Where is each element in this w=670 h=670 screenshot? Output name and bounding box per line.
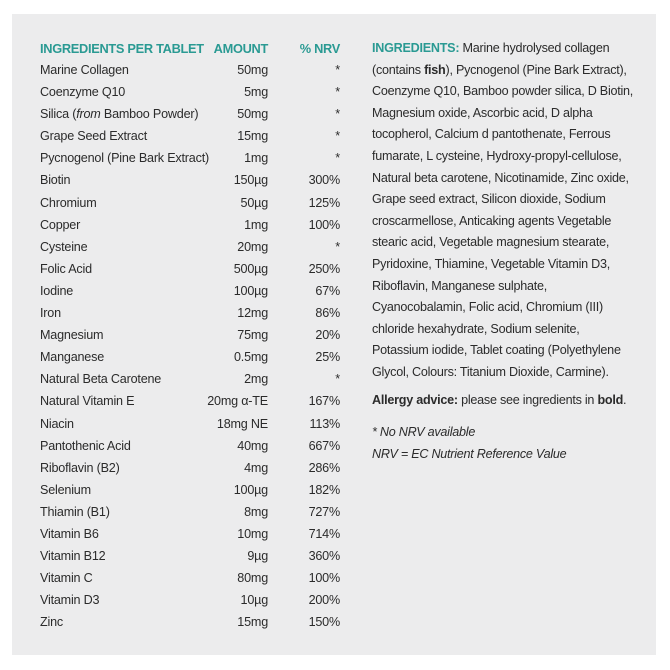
table-row [40, 390, 350, 412]
allergy-bold-word: bold [597, 392, 624, 407]
ingredient-nrv: 86% [315, 306, 340, 321]
ingredient-amount: 10µg [240, 593, 268, 608]
ingredients-text-2: ), Pycnogenol (Pine Bark Extract), Coenzyme Q10, Bamboo powder silica, D Biotin, Magnesium oxide, Ascorbic acid, D alpha tocopherol, Calcium d pantothenate, Ferrous fumarate, L cysteine, Hydroxy-propyl-cellulose, Natural beta carotene, Nicotinamide, Zinc oxide, Grape seed extract, Silicon dioxide, Sodium croscarmellose, Anticaking agents Vegetable stearic acid, Vegetable magnesium stearate, Pyridoxine, Thiamine, Vegetable Vitamin D3, Riboflavin, Manganese sulphate, Cyanocobalamin, Folic acid, Chromium (III) chloride hexahydrate, Sodium selenite, Potassium iodide, Tablet coating (Polyethylene Glycol, Colours: Titanium Dioxide, Carmine). [372, 62, 634, 379]
ingredient-name: Vitamin D3 [40, 593, 100, 608]
ingredient-name: Copper [40, 217, 81, 232]
allergy-end: . [623, 392, 627, 407]
table-row [40, 457, 350, 479]
ingredient-nrv: 100% [308, 571, 340, 586]
footnotes [372, 421, 634, 465]
allergy-advice [372, 390, 634, 412]
allergy-label: Allergy advice: [372, 392, 458, 407]
table-row [40, 435, 350, 457]
ingredient-nrv: 167% [308, 394, 340, 409]
header-amount: AMOUNT [213, 41, 268, 56]
ingredient-name: Magnesium [40, 328, 104, 343]
ingredient-name: Folic Acid [40, 261, 92, 276]
ingredients-text-1: Marine hydrolysed collagen (contains [372, 41, 610, 77]
header-ingredients: INGREDIENTS PER TABLET [40, 41, 204, 56]
ingredient-amount: 50mg [237, 107, 268, 122]
ingredients-bold-fish: fish [424, 62, 446, 77]
ingredient-amount: 20mg α-TE [207, 394, 268, 409]
ingredient-name: Thiamin (B1) [40, 504, 110, 519]
ingredient-nrv: * [335, 151, 340, 166]
ingredient-nrv: * [335, 107, 340, 122]
ingredient-amount: 15mg [237, 615, 268, 630]
table-row [40, 346, 350, 368]
ingredient-amount: 500µg [233, 261, 268, 276]
ingredient-nrv: 250% [308, 261, 340, 276]
ingredients-label: INGREDIENTS: [372, 41, 460, 55]
footnote-no-nrv: * No NRV available [372, 425, 476, 440]
ingredient-name: Riboflavin (B2) [40, 460, 120, 475]
ingredient-name: Natural Vitamin E [40, 394, 135, 409]
ingredient-name: Vitamin B6 [40, 526, 99, 541]
ingredient-amount: 20mg [237, 239, 268, 254]
table-row [40, 479, 350, 501]
header-nrv: % NRV [299, 41, 340, 56]
table-row [40, 81, 350, 103]
table-row [40, 125, 350, 147]
ingredient-name: Coenzyme Q10 [40, 85, 126, 100]
table-row [40, 324, 350, 346]
ingredient-nrv: * [335, 239, 340, 254]
ingredient-nrv: 20% [315, 328, 340, 343]
table-row [40, 59, 350, 81]
ingredient-nrv: 113% [309, 416, 340, 431]
table-row [40, 103, 350, 125]
ingredient-nrv: 67% [315, 283, 340, 298]
table-row [40, 589, 350, 611]
ingredient-amount: 8mg [244, 504, 268, 519]
table-row [40, 368, 350, 390]
ingredient-nrv: * [335, 129, 340, 144]
ingredient-amount: 150µg [233, 173, 268, 188]
ingredient-nrv: * [335, 63, 340, 77]
table-header [40, 38, 350, 59]
ingredient-name-italic: from [76, 107, 101, 122]
ingredient-nrv: 667% [308, 438, 340, 453]
ingredient-name: Iodine [40, 283, 74, 298]
table-row [40, 147, 350, 169]
ingredient-amount: 1mg [244, 217, 268, 232]
ingredient-amount: 75mg [237, 328, 268, 343]
ingredient-name: Pantothenic Acid [40, 438, 131, 453]
ingredient-name: Manganese [40, 350, 105, 365]
ingredient-amount: 0.5mg [233, 350, 268, 365]
ingredient-amount: 1mg [244, 151, 268, 166]
ingredient-amount: 50mg [237, 63, 268, 77]
table-row [40, 545, 350, 567]
ingredient-name: Grape Seed Extract [40, 129, 148, 144]
ingredient-nrv: 100% [308, 217, 340, 232]
footnote-nrv-definition: NRV = EC Nutrient Reference Value [372, 447, 567, 462]
ingredient-amount: 100µg [233, 482, 268, 497]
table-row [40, 192, 350, 214]
allergy-text: please see ingredients in [457, 392, 598, 407]
table-row [40, 258, 350, 280]
ingredient-amount: 10mg [237, 526, 268, 541]
ingredient-nrv: * [335, 85, 340, 100]
ingredient-name: Selenium [40, 482, 91, 497]
ingredient-name: Cysteine [40, 239, 88, 254]
ingredient-amount: 12mg [237, 306, 268, 321]
ingredient-amount: 50µg [240, 195, 268, 210]
table-row [40, 169, 350, 191]
ingredient-amount: 9µg [247, 549, 268, 564]
table-row [40, 523, 350, 545]
nutrition-panel [12, 14, 656, 655]
ingredient-amount: 4mg [244, 460, 268, 475]
table-row [40, 567, 350, 589]
ingredient-nrv: 360% [308, 549, 340, 564]
ingredient-nrv: 200% [308, 593, 340, 608]
ingredient-name: Biotin [40, 173, 71, 188]
ingredient-name: Pycnogenol (Pine Bark Extract) [40, 151, 209, 166]
ingredient-nrv: 300% [308, 173, 340, 188]
ingredient-amount: 15mg [237, 129, 268, 144]
ingredient-nrv: 286% [308, 460, 340, 475]
ingredient-name-suffix: Bamboo Powder) [100, 107, 199, 122]
ingredient-name: Natural Beta Carotene [40, 372, 162, 387]
ingredient-nrv: 714% [308, 526, 340, 541]
table-row [40, 611, 350, 633]
table-row [40, 280, 350, 302]
ingredient-nrv: 727% [308, 504, 340, 519]
ingredient-name: Vitamin C [40, 571, 93, 586]
ingredient-name: Iron [40, 306, 61, 321]
ingredient-amount: 100µg [233, 283, 268, 298]
table-row [40, 413, 350, 435]
ingredients-table [40, 38, 350, 633]
ingredient-name-prefix: Silica ( [40, 107, 77, 122]
ingredient-name: Chromium [40, 195, 97, 210]
ingredient-name: Niacin [40, 416, 74, 431]
table-row [40, 236, 350, 258]
ingredient-name: Zinc [40, 615, 63, 630]
ingredient-name: Vitamin B12 [40, 549, 106, 564]
ingredient-nrv: 125% [308, 195, 340, 210]
ingredient-name [40, 103, 199, 125]
ingredients-column [372, 38, 634, 465]
ingredient-amount: 2mg [244, 372, 268, 387]
ingredient-amount: 80mg [237, 571, 268, 586]
ingredient-name: Marine Collagen [40, 63, 129, 77]
ingredient-nrv: 182% [308, 482, 340, 497]
ingredient-nrv: * [335, 372, 340, 387]
table-row [40, 214, 350, 236]
ingredient-amount: 5mg [244, 85, 268, 100]
ingredient-amount: 18mg NE [216, 416, 268, 431]
ingredient-nrv: 25% [315, 350, 340, 365]
table-row [40, 302, 350, 324]
table-body [40, 59, 350, 633]
ingredient-nrv: 150% [308, 615, 340, 630]
ingredients-paragraph [372, 38, 634, 384]
table-row [40, 501, 350, 523]
ingredient-amount: 40mg [237, 438, 268, 453]
